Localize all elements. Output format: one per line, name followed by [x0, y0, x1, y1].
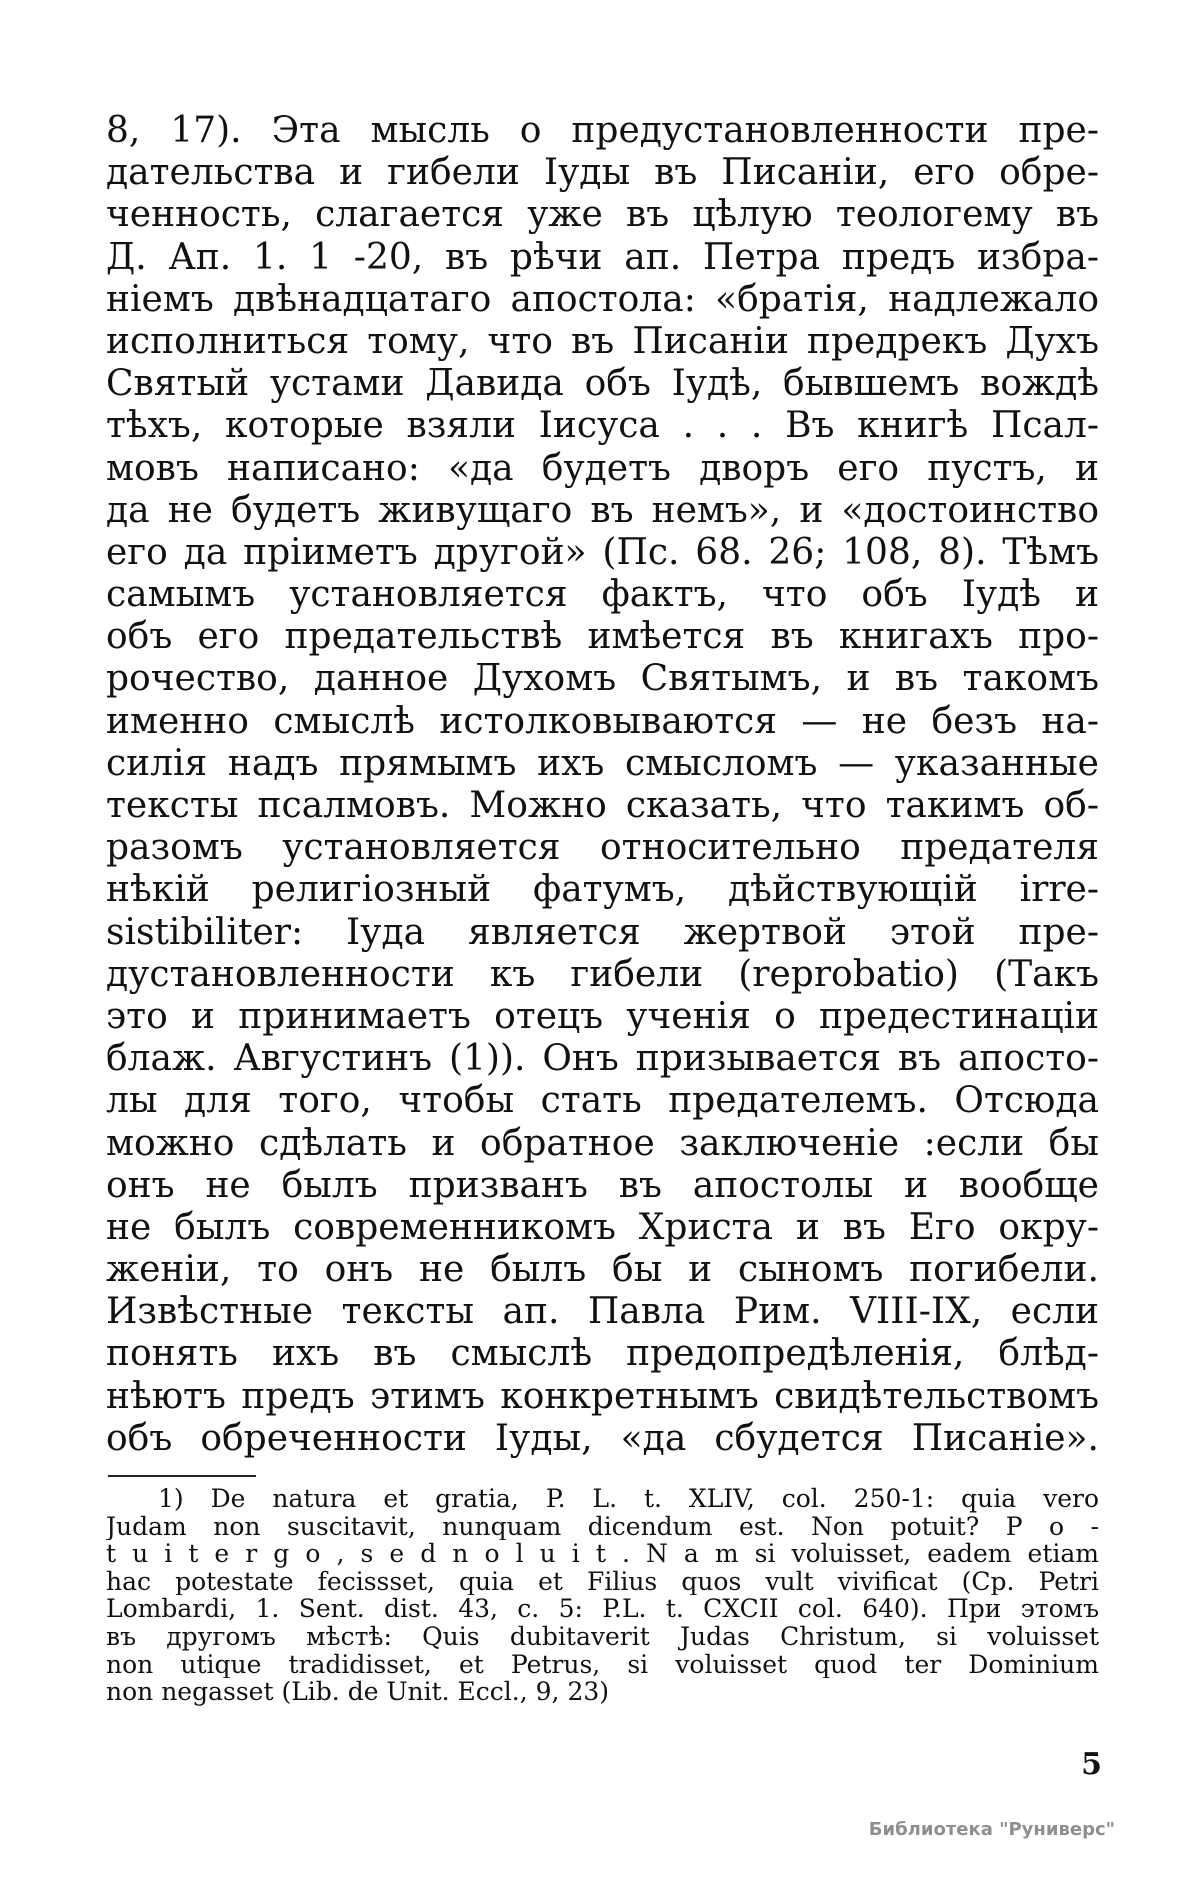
text-line: объ его предательствѣ имѣется въ книгахъ про-	[106, 616, 1099, 658]
footnote-line: non utique tradidisset, et Petrus, si voluisset quod ter Dominium	[106, 1650, 1099, 1679]
text-line: понять ихъ въ смыслѣ предопредѣленія, блѣд-	[106, 1333, 1099, 1375]
text-line: это и принимаетъ отецъ ученія о предестинаціи	[106, 995, 1099, 1037]
text-line: дустановленности къ гибели (reprobatio) (Такъ	[106, 953, 1099, 995]
text-line: исполниться тому, что въ Писаніи предрекъ Духъ	[106, 320, 1099, 362]
text-line: блаж. Августинъ (1)). Онъ призывается въ апосто-	[106, 1038, 1099, 1080]
text-line: sistibiliter: Іуда является жертвой этой пре-	[106, 911, 1099, 953]
text-line: его да пріиметъ другой» (Пс. 68. 26; 108, 8). Тѣмъ	[106, 531, 1099, 573]
page-number: 5	[1081, 1747, 1102, 1782]
text-line: Святый устами Давида объ Іудѣ, бывшемъ вождѣ	[106, 363, 1099, 405]
footnote-line: Judam non suscitavit, nunquam dicendum est. Non potuit? P o -	[106, 1512, 1099, 1541]
text-line: лы для того, чтобы стать предателемъ. Отсюда	[106, 1080, 1099, 1122]
text-line: дательства и гибели Іуды въ Писаніи, его обре-	[106, 152, 1099, 194]
text-line: объ обреченности Іуды, «да сбудется Писаніе».	[106, 1417, 1099, 1459]
text-line: онъ не былъ призванъ въ апостолы и вообще	[106, 1164, 1099, 1206]
text-line: тексты псалмовъ. Можно сказать, что такимъ об-	[106, 785, 1099, 826]
text-line: разомъ установляется относительно предателя	[106, 827, 1099, 869]
text-line: нѣютъ предъ этимъ конкретнымъ свидѣтельствомъ	[106, 1375, 1099, 1417]
text-line: да не будетъ живущаго въ немъ», и «достоинство	[106, 489, 1099, 531]
text-line: ченность, слагается уже въ цѣлую теологему въ	[106, 194, 1099, 236]
main-text-block	[106, 110, 1099, 1460]
footnote-line: Lombardi, 1. Sent. dist. 43, c. 5: P.L. t. CXCII col. 640). При этомъ	[106, 1595, 1099, 1623]
footnote-separator	[108, 1475, 256, 1477]
text-line: рочество, данное Духомъ Святымъ, и въ такомъ	[106, 658, 1099, 700]
text-line: силія надъ прямымъ ихъ смысломъ — указанные	[106, 742, 1099, 784]
footnote-line: t u i t e r g o , s e d n o l u i t . N a m si voluisset, eadem etiam	[106, 1540, 1099, 1568]
text-line: не былъ современникомъ Христа и въ Его окру-	[106, 1206, 1099, 1248]
text-line: тѣхъ, которые взяли Іисуса . . . Въ книгѣ Псал-	[106, 405, 1099, 447]
footnote-block	[106, 1485, 1099, 1706]
text-line: можно сдѣлать и обратное заключеніе :если бы	[106, 1122, 1099, 1164]
text-line: 8, 17). Эта мысль о предустановленности пре-	[106, 110, 1099, 151]
text-line: мовъ написано: «да будетъ дворъ его пустъ, и	[106, 447, 1099, 489]
text-line: Д. Ап. 1. 1 -20, въ рѣчи ап. Петра предъ избра-	[106, 236, 1099, 278]
library-watermark: Библиотека "Руниверс"	[868, 1819, 1115, 1840]
text-line: нѣкій религіозный фатумъ, дѣйствующій irre-	[106, 869, 1099, 911]
text-line: женіи, то онъ не былъ бы и сыномъ погибели.	[106, 1249, 1099, 1291]
footnote-line: hac potestate fecissset, quia et Filius quos vult vivificat (Cp. Petri	[106, 1567, 1099, 1596]
footnote-line: въ другомъ мѣстѣ: Quis dubitaverit Judas Christum, si voluisset	[106, 1622, 1099, 1651]
text-line: самымъ установляется фактъ, что объ Іудѣ и	[106, 574, 1099, 616]
text-line: Извѣстные тексты ап. Павла Рим. VIII-IX, если	[106, 1291, 1099, 1333]
text-line: именно смыслѣ истолковываются — не безъ на-	[106, 700, 1099, 742]
footnote-line: non negasset (Lib. de Unit. Eccl., 9, 23)	[106, 1678, 610, 1706]
footnote-line: 1) De natura et gratia, P. L. t. XLIV, col. 250-1: quia vero	[158, 1485, 1099, 1513]
text-line: ніемъ двѣнадцатаго апостола: «братія, надлежало	[106, 278, 1099, 320]
